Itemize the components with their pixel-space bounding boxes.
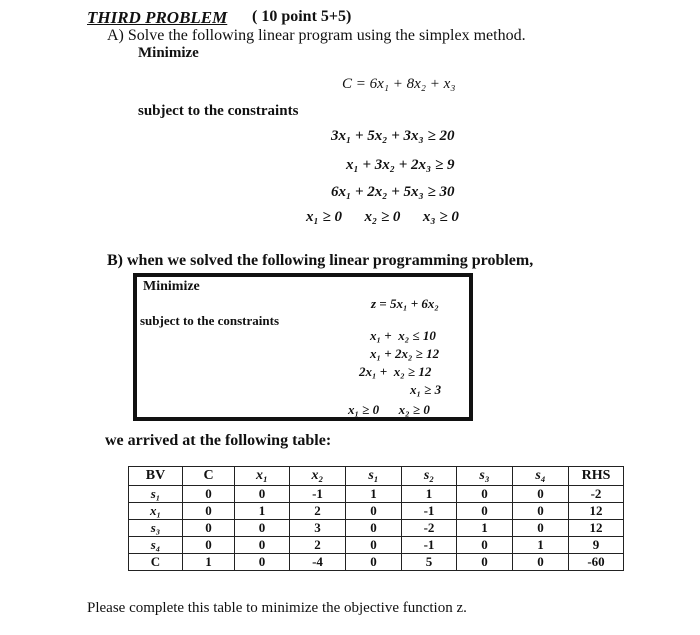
cell: 0 — [457, 537, 513, 554]
cell-rhs: 12 — [569, 503, 624, 520]
table-row — [129, 537, 624, 554]
cell-rhs: -60 — [569, 554, 624, 571]
cell: -1 — [402, 537, 457, 554]
cell-bv: x₁ — [129, 503, 183, 520]
cell: 2 — [290, 503, 346, 520]
cell: 0 — [513, 486, 569, 503]
cell: 1 — [513, 537, 569, 554]
cell: -2 — [402, 520, 457, 537]
table-header-row — [129, 467, 624, 486]
cell: 0 — [457, 486, 513, 503]
points-label: ( 10 point 5+5) — [252, 8, 352, 25]
part-b-nonnegativity: x₁ ≥ 0 x₂ ≥ 0 — [348, 402, 430, 417]
cell: 0 — [513, 520, 569, 537]
cell-bv: s₃ — [129, 520, 183, 537]
cell: 0 — [346, 537, 402, 554]
cell: 0 — [183, 486, 235, 503]
cell: 1 — [346, 486, 402, 503]
cell: 0 — [346, 520, 402, 537]
cell: 1 — [457, 520, 513, 537]
cell-rhs: -2 — [569, 486, 624, 503]
constraint-1: 3x₁ + 5x₂ + 3x₃ ≥ 20 — [331, 128, 455, 144]
cell: 3 — [290, 520, 346, 537]
cell: 0 — [235, 520, 290, 537]
simplex-tableau — [128, 466, 624, 571]
part-b-constraint-1: x₁ + x₂ ≤ 10 — [370, 328, 436, 343]
cell: 0 — [457, 503, 513, 520]
header-s4: s₄ — [513, 467, 569, 486]
cell: 0 — [235, 554, 290, 571]
nonnegativity-constraints: x₁ ≥ 0 x₂ ≥ 0 x₃ ≥ 0 — [306, 209, 459, 225]
cell-bv: s₁ — [129, 486, 183, 503]
cell: 1 — [183, 554, 235, 571]
part-b-objective: z = 5x₁ + 6x₂ — [371, 296, 439, 311]
cell: 1 — [402, 486, 457, 503]
cell: 0 — [513, 503, 569, 520]
cell-bv: C — [129, 554, 183, 571]
cell: -1 — [402, 503, 457, 520]
constraints-label: subject to the constraints — [138, 103, 299, 119]
header-bv: BV — [129, 467, 183, 486]
cell: -4 — [290, 554, 346, 571]
header-c: C — [183, 467, 235, 486]
header-s3: s₃ — [457, 467, 513, 486]
table-row — [129, 486, 624, 503]
constraint-3: 6x₁ + 2x₂ + 5x₃ ≥ 30 — [331, 184, 455, 200]
cell: 5 — [402, 554, 457, 571]
part-b-constraint-2: x₁ + 2x₂ ≥ 12 — [370, 346, 440, 361]
cell: 0 — [346, 554, 402, 571]
part-b-constraint-3: 2x₁ + x₂ ≥ 12 — [359, 364, 432, 379]
cell: 2 — [290, 537, 346, 554]
header-x1: x₁ — [235, 467, 290, 486]
cell: 0 — [235, 486, 290, 503]
cell: 0 — [346, 503, 402, 520]
header-x2: x₂ — [290, 467, 346, 486]
part-a-instruction: A) Solve the following linear program using the simplex method. — [107, 27, 526, 44]
cell: 0 — [183, 520, 235, 537]
cell-rhs: 9 — [569, 537, 624, 554]
cell: 1 — [235, 503, 290, 520]
table-row — [129, 520, 624, 537]
cell: 0 — [183, 503, 235, 520]
cell-bv: s₄ — [129, 537, 183, 554]
header-s1: s₁ — [346, 467, 402, 486]
cell: -1 — [290, 486, 346, 503]
part-b-constraints-label: subject to the constraints — [140, 313, 280, 328]
footer-instruction: Please complete this table to minimize the objective function z. — [87, 600, 467, 616]
cell: 0 — [183, 537, 235, 554]
cell: 0 — [457, 554, 513, 571]
header-s2: s₂ — [402, 467, 457, 486]
problem-title: THIRD PROBLEM — [87, 8, 228, 27]
arrived-text: we arrived at the following table: — [105, 432, 332, 449]
header-rhs: RHS — [569, 467, 624, 486]
minimize-label: Minimize — [138, 45, 199, 61]
constraint-2: x₁ + 3x₂ + 2x₃ ≥ 9 — [346, 157, 455, 173]
part-b-constraint-4: x₁ ≥ 3 — [410, 382, 442, 397]
table-row — [129, 554, 624, 571]
cell: 0 — [235, 537, 290, 554]
part-b-intro: B) when we solved the following linear programming problem, — [107, 252, 534, 269]
cell-rhs: 12 — [569, 520, 624, 537]
part-b-minimize-label: Minimize — [143, 279, 200, 294]
objective-function: C = 6x₁ + 8x₂ + x₃ — [342, 76, 456, 92]
cell: 0 — [513, 554, 569, 571]
table-row — [129, 503, 624, 520]
